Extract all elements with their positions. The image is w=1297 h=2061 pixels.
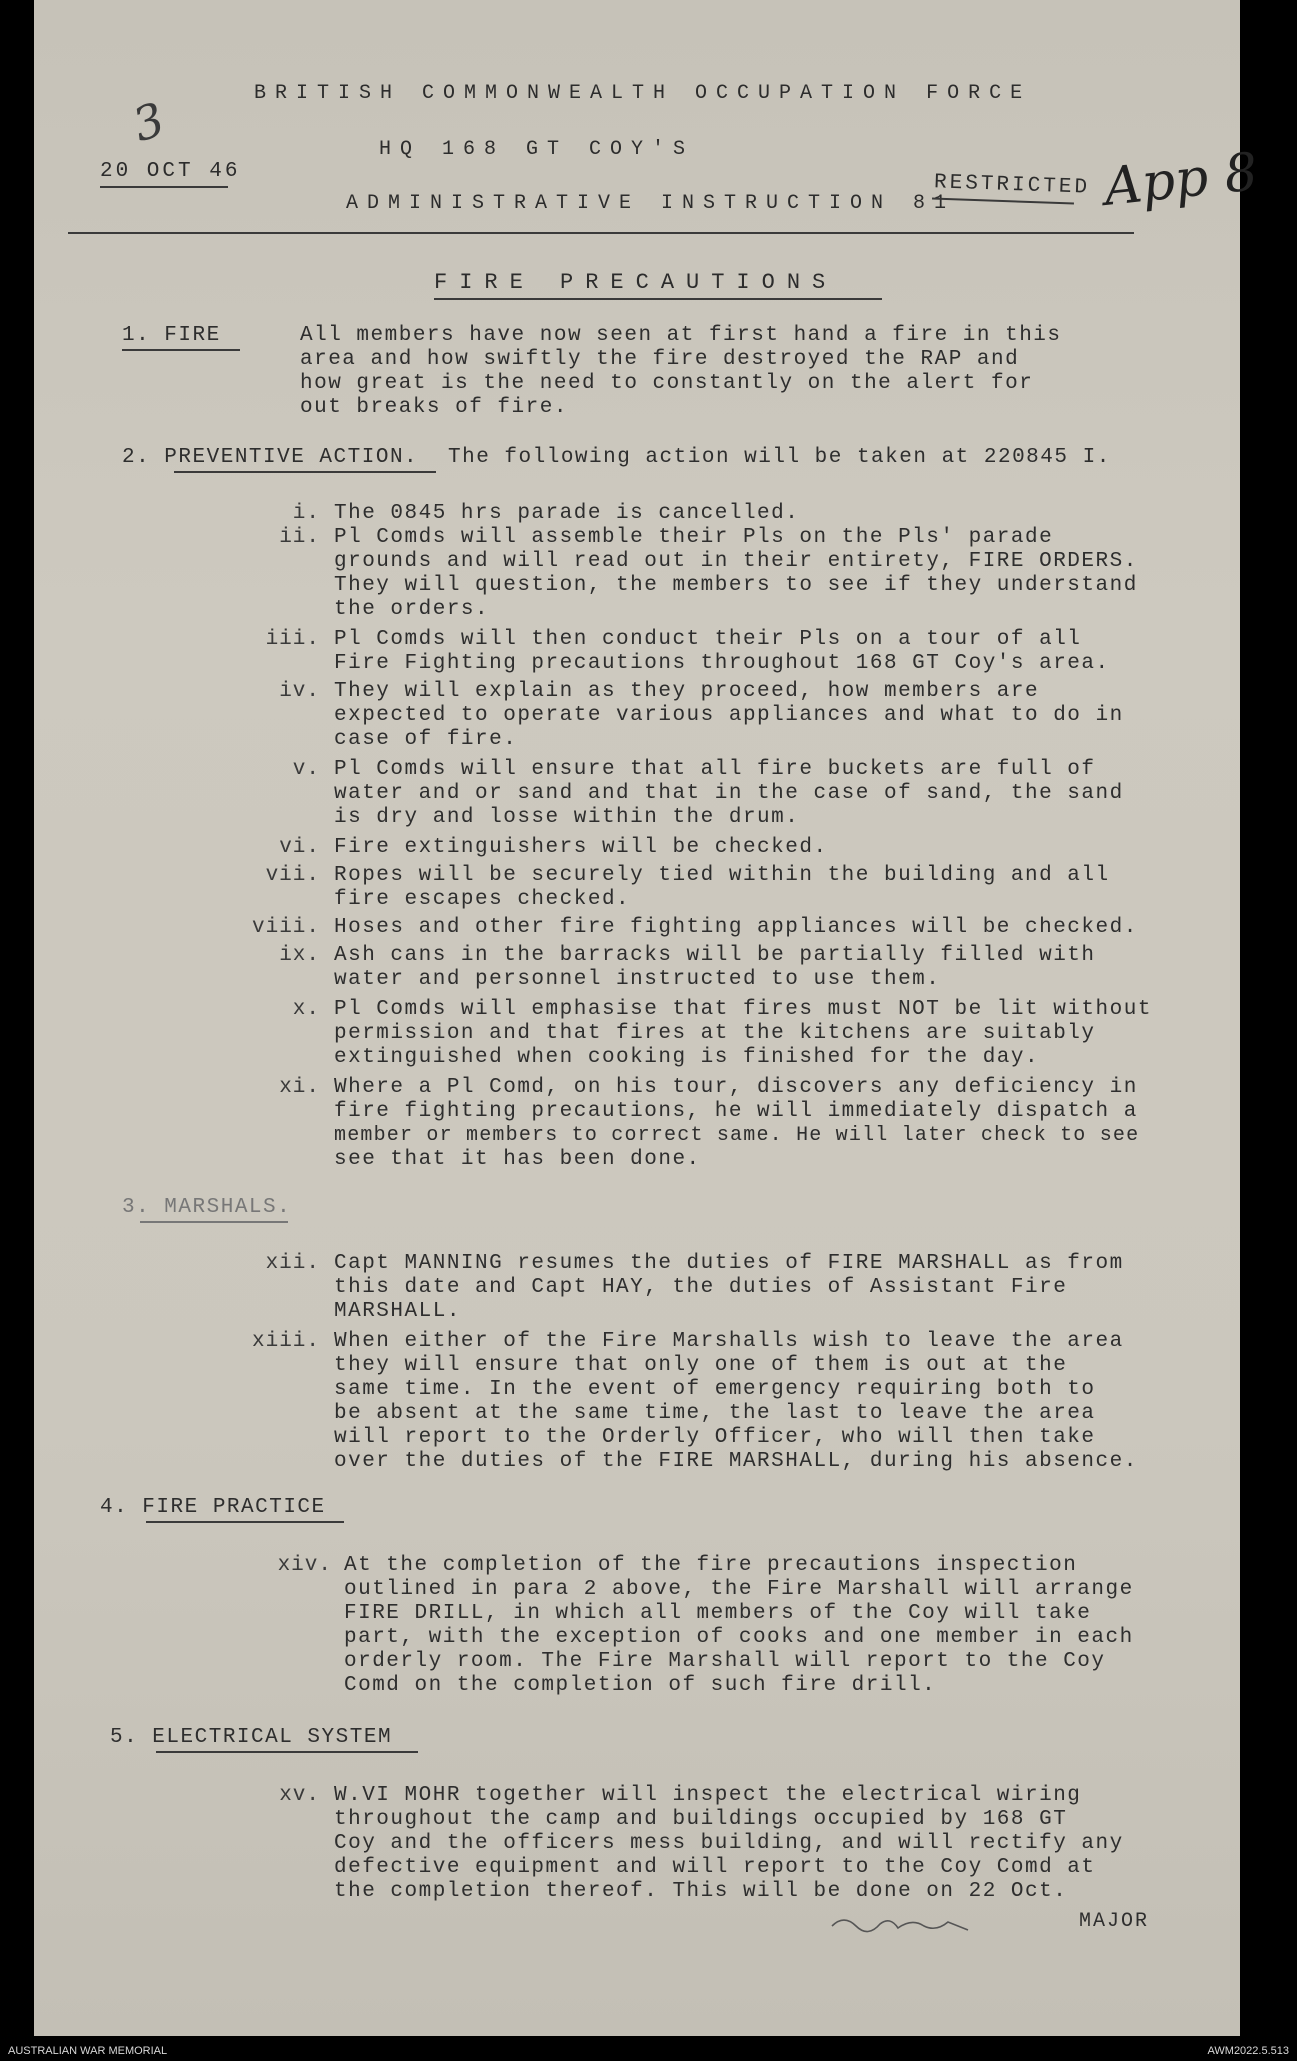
paragraph-line: defective equipment and will report to the Coy Comd at [334,1856,1096,1879]
paragraph-number: vii. [265,864,320,887]
header-divider [68,232,1134,234]
paragraph-line: Fire extinguishers will be checked. [334,836,828,859]
paragraph-line: outlined in para 2 above, the Fire Marshall will arrange [344,1578,1134,1601]
paragraph-number: xii. [265,1252,320,1275]
paragraph-line: Where a Pl Comd, on his tour, discovers any deficiency in [334,1076,1138,1099]
paragraph-number: ii. [279,526,320,549]
heading-underline [122,349,240,351]
paragraph-line: orderly room. The Fire Marshall will report to the Coy [344,1650,1106,1673]
paragraph-line: When either of the Fire Marshalls wish to leave the area [334,1330,1124,1353]
paragraph-line: the completion thereof. This will be done on 22 Oct. [334,1880,1068,1903]
paragraph-line: they will ensure that only one of them is out at the [334,1354,1068,1377]
paragraph-line: the orders. [334,598,490,621]
paragraph-line: All members have now seen at first hand a fire in this [300,324,1062,347]
heading-underline [140,1221,288,1223]
paragraph-number: xi. [279,1076,320,1099]
paragraph-line: throughout the camp and buildings occupied by 168 GT [334,1808,1068,1831]
paragraph-line: extinguished when cooking is finished for the day. [334,1046,1040,1069]
paragraph-line: grounds and will read out in their entirety, FIRE ORDERS. [334,550,1138,573]
paragraph-line: Fire Fighting precautions throughout 168 GT Coy's area. [334,652,1110,675]
paragraph-line: Hoses and other fire fighting appliances will be checked. [334,916,1138,939]
paragraph-number: xiv. [277,1554,332,1577]
handwritten-annotation: App 8 [1101,142,1261,218]
paragraph-line: Ash cans in the barracks will be partially filled with [334,944,1096,967]
paragraph-line: case of fire. [334,728,518,751]
section-heading: 2. PREVENTIVE ACTION. [122,446,419,469]
paragraph-line: Pl Comds will emphasise that fires must NOT be lit without [334,998,1152,1021]
paragraph-number: viii. [251,916,320,939]
title-underline [434,298,882,300]
heading-underline [156,1751,418,1753]
section-heading: 1. FIRE [122,324,221,347]
paragraph-line: Pl Comds will then conduct their Pls on a tour of all [334,628,1082,651]
header-line-3: ADMINISTRATIVE INSTRUCTION 81 [346,192,956,215]
paragraph-line: area and how swiftly the fire destroyed the RAP and [300,348,1020,371]
paragraph-line: Coy and the officers mess building, and will rectify any [334,1832,1124,1855]
footer-archive-name: AUSTRALIAN WAR MEMORIAL [8,2045,168,2057]
paragraph-line: part, with the exception of cooks and one member in each [344,1626,1134,1649]
paragraph-line: They will question, the members to see if they understand [334,574,1138,597]
paragraph-line: this date and Capt HAY, the duties of Assistant Fire [334,1276,1068,1299]
classification-stamp: RESTRICTED [933,171,1091,200]
paragraph-line: over the duties of the FIRE MARSHALL, during his absence. [334,1450,1138,1473]
paragraph-line: W.VI MOHR together will inspect the electrical wiring [334,1784,1082,1807]
paragraph-number: xv. [279,1784,320,1807]
section-heading: 4. FIRE PRACTICE [100,1496,326,1519]
footer-accession-number: AWM2022.5.513 [1207,2045,1289,2057]
paragraph-line: will report to the Orderly Officer, who will then take [334,1426,1096,1449]
paragraph-line: Pl Comds will assemble their Pls on the Pls' parade [334,526,1054,549]
document-title: FIRE PRECAUTIONS [434,270,838,295]
signature-scrawl [824,1904,1084,1940]
paragraph-line: Pl Comds will ensure that all fire buckets are full of [334,758,1096,781]
header-line-2: HQ 168 GT COY'S [379,138,695,161]
paragraph-line: fire escapes checked. [334,888,631,911]
paragraph-number: iii. [265,628,320,651]
paragraph-line: is dry and losse within the drum. [334,806,800,829]
folio-number: 3 [126,91,171,153]
paragraph-number: x. [292,998,320,1021]
heading-underline [146,1521,344,1523]
paragraph-line: expected to operate various appliances and what to do in [334,704,1124,727]
paragraph-line: At the completion of the fire precautions inspection [344,1554,1078,1577]
paragraph-number: v. [292,758,320,781]
heading-underline [174,471,436,473]
paragraph-number: i. [292,502,320,525]
paragraph-line: They will explain as they proceed, how members are [334,680,1040,703]
document-page [34,0,1261,2036]
section-heading: 5. ELECTRICAL SYSTEM [110,1726,393,1749]
paragraph-line: fire fighting precautions, he will immediately dispatch a [334,1100,1138,1123]
paragraph-number: ix. [279,944,320,967]
paragraph-line: same time. In the event of emergency requiring both to [334,1378,1096,1401]
paragraph-line: FIRE DRILL, in which all members of the Coy will take [344,1602,1092,1625]
header-line-1: BRITISH COMMONWEALTH OCCUPATION FORCE [254,82,1032,105]
document-date: 20 OCT 46 [100,160,241,183]
paragraph-line: how great is the need to constantly on the alert for [300,372,1034,395]
section-heading: 3. MARSHALS. [122,1196,292,1219]
paragraph-number: vi. [279,836,320,859]
paragraph-line: out breaks of fire. [300,396,568,419]
paragraph-line: water and or sand and that in the case of sand, the sand [334,782,1124,805]
paragraph-line: permission and that fires at the kitchens are suitably [334,1022,1096,1045]
paragraph-line: The 0845 hrs parade is cancelled. [334,502,800,525]
section-heading-text: The following action will be taken at 220845 I. [448,446,1111,469]
paragraph-number: xiii. [251,1330,320,1353]
date-underline [100,186,228,188]
paragraph-line: Ropes will be securely tied within the building and all [334,864,1110,887]
paragraph-line: be absent at the same time, the last to leave the area [334,1402,1096,1425]
paragraph-line: MARSHALL. [334,1300,461,1323]
paragraph-line: member or members to correct same. He will later check to see [334,1124,1140,1147]
paragraph-line: water and personnel instructed to use them. [334,968,941,991]
paragraph-line: Capt MANNING resumes the duties of FIRE MARSHALL as from [334,1252,1124,1275]
paragraph-line: see that it has been done. [334,1148,701,1171]
signature-rank: MAJOR [1079,1910,1150,1933]
paragraph-number: iv. [279,680,320,703]
paragraph-line: Comd on the completion of such fire drill. [344,1674,937,1697]
